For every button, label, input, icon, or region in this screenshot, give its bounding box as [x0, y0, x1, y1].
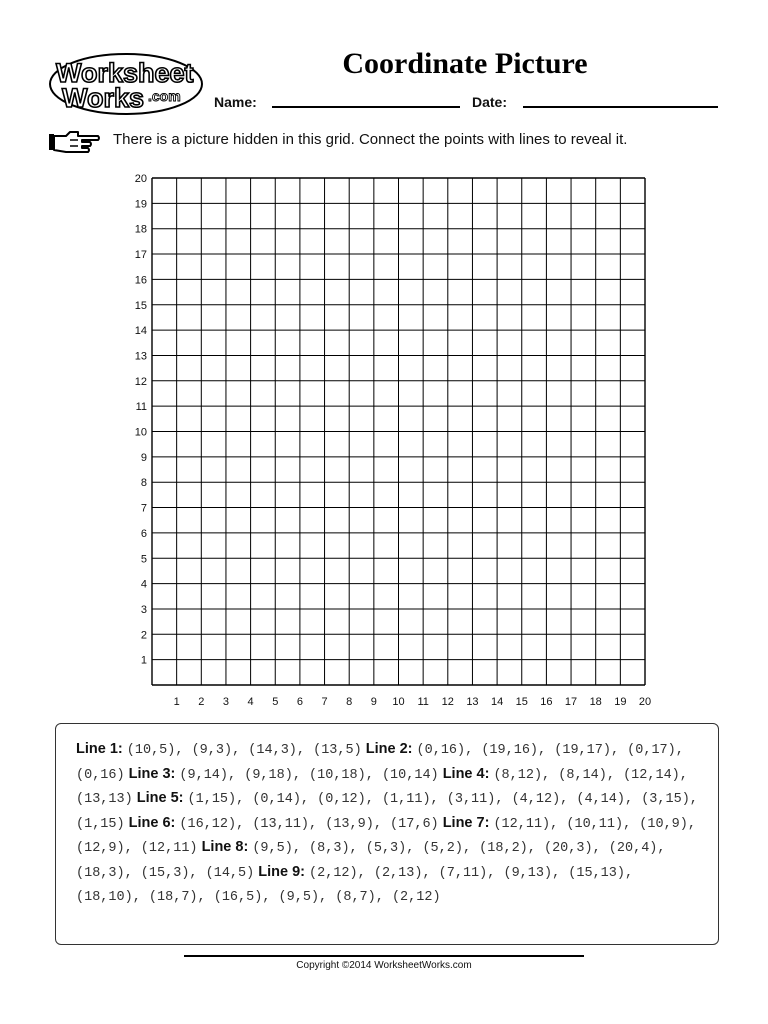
date-label: Date:: [472, 94, 508, 110]
y-tick-label: 5: [140, 553, 147, 566]
x-tick-label: 14: [490, 696, 504, 708]
coordinate-grid: [120, 165, 660, 710]
line-entry: [129, 815, 439, 831]
line-label: Line 1:: [76, 741, 123, 757]
x-tick-label: 11: [417, 696, 429, 708]
name-field[interactable]: [272, 106, 460, 108]
x-tick-label: 13: [466, 696, 479, 708]
x-tick-label: 9: [370, 696, 377, 708]
y-tick-label: 18: [134, 223, 147, 236]
page-title: Coordinate Picture: [342, 47, 588, 80]
y-tick-label: 11: [135, 401, 147, 414]
logo-line2: Works: [62, 83, 145, 113]
x-tick-label: 10: [392, 696, 405, 708]
y-tick-label: 16: [134, 274, 147, 287]
y-tick-label: 8: [140, 477, 147, 490]
x-tick-label: 8: [346, 696, 353, 708]
y-tick-label: 2: [140, 629, 147, 642]
instruction-row: [48, 126, 728, 156]
y-tick-label: 19: [134, 198, 147, 211]
line-coordinates: (10,5), (9,3), (14,3), (13,5): [126, 743, 362, 758]
logo-suffix: .com: [148, 88, 181, 104]
points-list: [76, 738, 704, 910]
x-tick-label: 15: [515, 696, 528, 708]
line-coordinates: (1,15), (0,14), (0,12), (1,11), (3,11), (4,12), (4,14), (3,15), (1,15): [76, 792, 698, 832]
line-coordinates: (8,12), (8,14), (12,14), (13,13): [76, 767, 688, 807]
x-tick-label: 3: [222, 696, 230, 708]
line-coordinates: (16,12), (13,11), (13,9), (17,6): [179, 816, 439, 832]
line-label: Line 7:: [442, 814, 490, 831]
pointing-hand-icon: [48, 128, 100, 156]
line-label: Line 8:: [201, 839, 249, 855]
line-entry: [129, 766, 439, 782]
copyright-text: Copyright ©2014 WorksheetWorks.com: [296, 960, 472, 971]
line-coordinates: (0,16), (19,16), (19,17), (0,17), (0,16): [76, 743, 684, 783]
y-tick-label: 4: [140, 578, 147, 591]
x-tick-label: 18: [589, 696, 602, 708]
y-tick-label: 20: [134, 173, 147, 185]
y-tick-label: 14: [134, 325, 147, 338]
x-tick-label: 12: [441, 696, 454, 708]
line-label: Line 3:: [128, 765, 176, 782]
points-box: [55, 723, 719, 945]
line-coordinates: (12,11), (10,11), (10,9), (12,9), (12,11): [76, 816, 696, 856]
x-tick-label: 7: [321, 696, 328, 708]
worksheetworks-logo: [48, 52, 204, 116]
line-label: Line 5:: [136, 790, 184, 806]
y-tick-label: 15: [134, 299, 147, 312]
x-tick-label: 20: [638, 696, 652, 708]
instruction-text: There is a picture hidden in this grid. Connect the points with lines to reveal it.: [113, 131, 628, 148]
y-tick-label: 7: [140, 502, 147, 515]
y-tick-label: 1: [140, 654, 147, 667]
line-coordinates: (2,12), (2,13), (7,11), (9,13), (15,13), (18,10), (18,7), (16,5), (9,5), (8,7), (2,12): [76, 865, 634, 905]
x-tick-label: 4: [247, 696, 254, 708]
x-tick-label: 16: [540, 696, 553, 708]
line-coordinates: (9,14), (9,18), (10,18), (10,14): [179, 767, 439, 783]
line-label: Line 6:: [128, 814, 176, 831]
y-tick-label: 12: [134, 375, 147, 388]
footer-divider: [184, 955, 584, 957]
line-coordinates: (9,5), (8,3), (5,3), (5,2), (18,2), (20,3), (20,4), (18,3), (15,3), (14,5): [76, 841, 666, 881]
logo-line1: Worksheet: [56, 58, 194, 88]
x-tick-label: 5: [272, 696, 279, 708]
x-tick-label: 17: [564, 696, 578, 708]
x-tick-label: 1: [173, 696, 180, 708]
y-tick-label: 17: [134, 249, 147, 262]
line-label: Line 4:: [442, 765, 490, 782]
y-tick-label: 13: [134, 350, 147, 363]
y-tick-label: 3: [140, 603, 147, 616]
y-tick-label: 9: [140, 451, 147, 464]
x-tick-label: 2: [198, 696, 205, 708]
x-tick-label: 19: [614, 696, 627, 708]
name-label: Name:: [214, 94, 257, 110]
y-tick-label: 6: [140, 527, 147, 540]
line-entry: [76, 741, 362, 757]
line-label: Line 9:: [258, 863, 305, 880]
date-field[interactable]: [523, 106, 718, 108]
line-label: Line 2:: [365, 741, 413, 757]
x-tick-label: 6: [296, 696, 303, 708]
y-tick-label: 10: [134, 426, 147, 439]
